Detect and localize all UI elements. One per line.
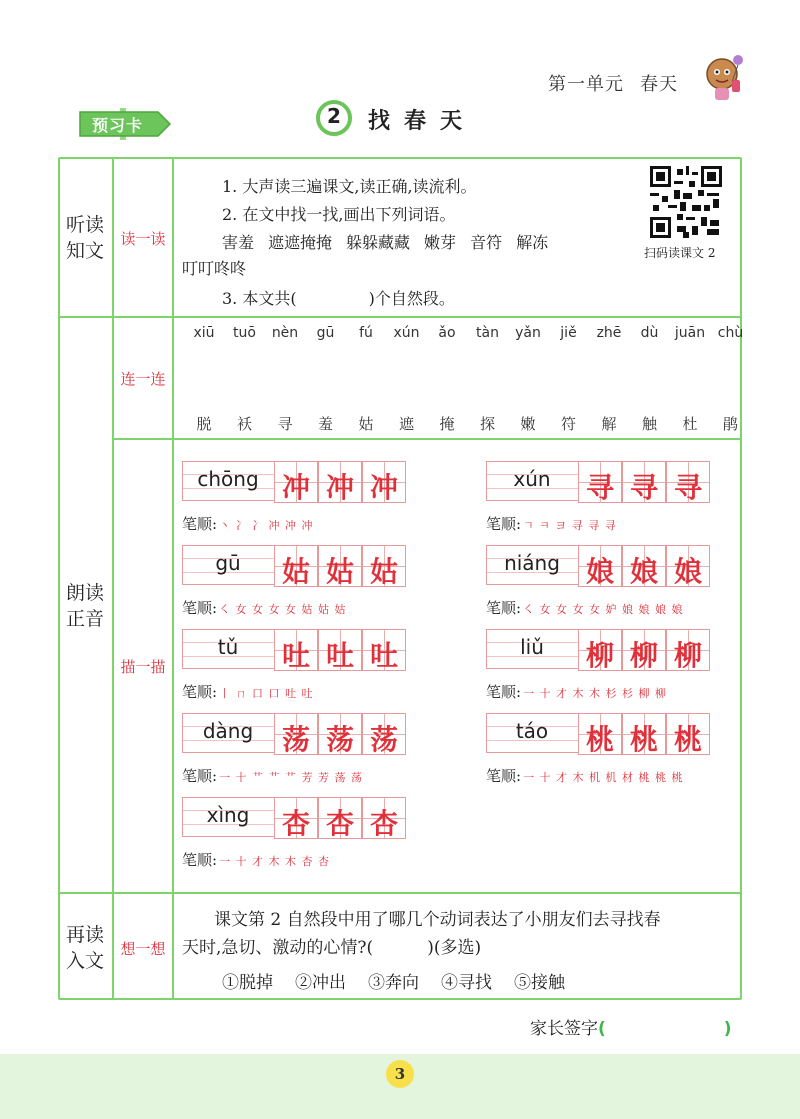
label-line: 正音 (65, 608, 104, 630)
stroke-order (182, 513, 314, 534)
stroke-sequence: 一 十 才 木 木 杏 杏 (219, 855, 331, 868)
tracing-cell[interactable] (318, 797, 362, 839)
pinyin-item[interactable]: zhē (596, 325, 622, 341)
stroke-sequence: ㇛ 女 女 女 女 妒 娘 娘 娘 娘 (523, 603, 684, 616)
pinyin-item[interactable]: xún (393, 325, 420, 341)
unit-theme: 春天 (640, 74, 678, 95)
hanzi-item[interactable]: 姑 (358, 415, 374, 433)
instruction-1: 1. 大声读三遍课文,读正确,读流利。 (222, 177, 477, 196)
tracing-cell[interactable] (274, 797, 318, 839)
tracing-cell[interactable] (666, 629, 710, 671)
tracing-card (486, 629, 714, 672)
stroke-sequence: 一 十 才 木 木 杉 杉 柳 柳 (523, 687, 668, 700)
hanzi-item[interactable]: 遮 (398, 415, 414, 433)
label-line: 知文 (65, 240, 104, 262)
tracing-cell[interactable] (362, 713, 406, 755)
trace-char: 冲 (325, 471, 354, 504)
tracing-cell[interactable] (318, 629, 362, 671)
pinyin-item[interactable]: ǎo (438, 325, 456, 341)
trace-char: 寻 (629, 471, 658, 504)
column-divider (172, 158, 174, 999)
tracing-card (486, 545, 714, 588)
stroke-order-label: 笔顺: (182, 851, 218, 869)
char-pinyin: tǔ (217, 635, 239, 659)
activity-connect: 连一连 (120, 370, 166, 388)
tracing-cell[interactable] (622, 461, 666, 503)
parent-signature (530, 1014, 732, 1039)
instruction-3-post: )个自然段。 (368, 289, 455, 308)
tracing-cell[interactable] (362, 629, 406, 671)
pinyin-item[interactable]: jiě (560, 325, 577, 341)
char-pinyin: liǔ (520, 635, 544, 659)
tracing-cell[interactable] (666, 461, 710, 503)
tracing-cell[interactable] (666, 545, 710, 587)
tracing-cell[interactable] (274, 461, 318, 503)
stroke-sequence: 一 十 才 木 机 机 材 桃 桃 桃 (523, 771, 684, 784)
hanzi-item[interactable]: 脱 (196, 415, 212, 433)
tracing-cell[interactable] (666, 713, 710, 755)
stroke-sequence: ㇛ 女 女 女 女 姑 姑 姑 (219, 603, 347, 616)
word-list-cont: 叮叮咚咚 (182, 259, 247, 278)
trace-char: 冲 (281, 471, 310, 504)
tracing-cell[interactable] (318, 461, 362, 503)
label-line: 听读 (65, 214, 104, 236)
tracing-cell[interactable] (622, 713, 666, 755)
trace-char: 桃 (585, 723, 614, 756)
tracing-card (182, 461, 410, 504)
trace-char: 桃 (673, 723, 702, 756)
word: 嫩芽 (424, 233, 457, 252)
hanzi-item[interactable]: 鹃 (722, 415, 738, 433)
char-pinyin: xìng (206, 803, 250, 827)
stroke-order (486, 597, 684, 618)
tracing-cell[interactable] (622, 629, 666, 671)
lesson-title: 找春天 (368, 108, 477, 134)
label-line: 再读 (65, 924, 104, 946)
char-pinyin: chōng (197, 467, 259, 491)
trace-char: 吐 (369, 639, 398, 672)
lesson-number: 2 (327, 104, 341, 128)
tracing-cell[interactable] (318, 545, 362, 587)
tracing-cell[interactable] (622, 545, 666, 587)
signature-close: ) (723, 1019, 732, 1039)
stroke-order-label: 笔顺: (486, 599, 522, 617)
trace-char: 杏 (325, 807, 354, 840)
trace-char: 杏 (369, 807, 398, 840)
pinyin-item[interactable]: tàn (476, 325, 499, 341)
trace-char: 姑 (281, 555, 310, 588)
qr-caption: 扫码读课文 2 (644, 246, 716, 260)
page-number: 3 (386, 1060, 414, 1088)
stroke-order (486, 765, 684, 786)
activity-read: 读一读 (120, 230, 166, 248)
question-line-2: 天时,急切、激动的心情?( )(多选) (182, 938, 482, 958)
pinyin-item[interactable]: yǎn (515, 325, 541, 341)
char-pinyin: xún (513, 467, 551, 491)
stroke-order (182, 765, 363, 786)
tracing-card (182, 629, 410, 672)
pinyin-item[interactable]: xiū (193, 325, 215, 341)
word: 害羞 (222, 233, 255, 252)
column-divider (112, 158, 114, 999)
tracing-cell[interactable] (578, 461, 622, 503)
tracing-cell[interactable] (362, 797, 406, 839)
stroke-order (486, 513, 617, 534)
qr-code-icon[interactable] (650, 166, 722, 238)
char-pinyin: dàng (202, 719, 254, 743)
hanzi-item[interactable]: 符 (560, 415, 576, 433)
trace-char: 姑 (325, 555, 354, 588)
section-read-aloud-label (57, 580, 113, 632)
hanzi-item[interactable]: 解 (601, 415, 617, 433)
hanzi-item[interactable]: 袄 (236, 415, 252, 433)
activity-trace: 描一描 (120, 658, 166, 676)
trace-char: 荡 (325, 723, 354, 756)
pinyin-item[interactable]: nèn (271, 325, 299, 341)
trace-char: 杏 (281, 807, 310, 840)
instruction-2: 2. 在文中找一找,画出下列词语。 (222, 205, 456, 224)
activity-think: 想一想 (120, 940, 166, 958)
pinyin-item[interactable]: juān (674, 325, 706, 341)
tracing-card (182, 545, 410, 588)
tracing-cell[interactable] (362, 461, 406, 503)
pinyin-item[interactable]: fú (359, 325, 373, 341)
stroke-order (182, 681, 314, 702)
option[interactable]: ②冲出 (295, 973, 346, 993)
hanzi-item[interactable]: 寻 (277, 415, 293, 433)
section-listen-read-label (57, 212, 113, 264)
pinyin-item[interactable]: tuō (233, 325, 256, 341)
char-pinyin: táo (515, 719, 549, 743)
question-line-1: 课文第 2 自然段中用了哪几个动词表达了小朋友们去寻找春 (214, 910, 661, 930)
section-reread-label (57, 922, 113, 974)
option[interactable]: ⑤接触 (514, 973, 565, 993)
trace-char: 桃 (629, 723, 658, 756)
stroke-order-label: 笔顺: (182, 599, 218, 617)
stroke-order-label: 笔顺: (182, 767, 218, 785)
tag-label: 预习卡 (92, 116, 144, 135)
trace-char: 娘 (673, 555, 702, 588)
signature-open: ( (598, 1019, 606, 1039)
tracing-card (182, 713, 410, 756)
trace-char: 吐 (325, 639, 354, 672)
option[interactable]: ①脱掉 (222, 973, 273, 993)
stroke-order (182, 849, 330, 870)
word-list (222, 230, 548, 253)
stroke-order (486, 681, 667, 702)
tracing-cell[interactable] (318, 713, 362, 755)
hanzi-item[interactable]: 嫩 (520, 415, 536, 433)
trace-char: 寻 (673, 471, 702, 504)
stroke-order (182, 597, 347, 618)
option[interactable]: ③奔向 (368, 973, 419, 993)
unit-header (548, 70, 678, 96)
stroke-sequence: 丶 冫 冫 冲 冲 冲 (219, 519, 314, 532)
stroke-order-label: 笔顺: (486, 767, 522, 785)
pinyin-item[interactable]: gū (316, 325, 335, 341)
word: 音符 (470, 233, 503, 252)
instruction-3-pre: 3. 本文共( (222, 289, 297, 308)
trace-char: 柳 (629, 639, 658, 672)
word: 遮遮掩掩 (268, 233, 333, 252)
trace-char: 荡 (281, 723, 310, 756)
pinyin-item[interactable]: dù (640, 325, 659, 341)
tracing-cell[interactable] (578, 629, 622, 671)
tracing-cell[interactable] (274, 629, 318, 671)
tracing-cell[interactable] (362, 545, 406, 587)
trace-char: 娘 (629, 555, 658, 588)
trace-char: 柳 (585, 639, 614, 672)
hanzi-item[interactable]: 杜 (682, 415, 698, 433)
pinyin-item[interactable]: chù (717, 325, 744, 341)
stroke-order-label: 笔顺: (486, 515, 522, 533)
row-divider (112, 438, 742, 440)
word: 解冻 (516, 233, 549, 252)
instruction-3 (222, 286, 455, 309)
option[interactable]: ④寻找 (441, 973, 492, 993)
stroke-sequence: 丨 ㄇ 口 口 吐 吐 (219, 687, 314, 700)
trace-char: 姑 (369, 555, 398, 588)
trace-char: 吐 (281, 639, 310, 672)
char-pinyin: niáng (504, 551, 560, 575)
hanzi-item[interactable]: 羞 (317, 415, 333, 433)
row-divider (58, 316, 742, 318)
tracing-card (486, 713, 714, 756)
stroke-order-label: 笔顺: (182, 515, 218, 533)
label-line: 入文 (65, 950, 104, 972)
stroke-order-label: 笔顺: (182, 683, 218, 701)
char-pinyin: gū (215, 551, 241, 575)
stroke-order-label: 笔顺: (486, 683, 522, 701)
tracing-cell[interactable] (578, 713, 622, 755)
hanzi-item[interactable]: 掩 (439, 415, 455, 433)
signature-label: 家长签字 (530, 1019, 598, 1039)
tracing-card (182, 797, 410, 840)
trace-char: 柳 (673, 639, 702, 672)
word: 躲躲藏藏 (346, 233, 411, 252)
trace-char: 荡 (369, 723, 398, 756)
trace-char: 娘 (585, 555, 614, 588)
tracing-cell[interactable] (274, 545, 318, 587)
tracing-cell[interactable] (274, 713, 318, 755)
answer-options (222, 968, 565, 993)
trace-char: 寻 (585, 471, 614, 504)
tracing-card (486, 461, 714, 504)
unit-label: 第一单元 (548, 74, 624, 95)
trace-char: 冲 (369, 471, 398, 504)
hanzi-item[interactable]: 探 (479, 415, 495, 433)
label-line: 朗读 (65, 582, 104, 604)
row-divider (58, 892, 742, 894)
stroke-sequence: ㄱ ㅋ ヨ 寻 寻 寻 (523, 519, 617, 532)
hanzi-item[interactable]: 触 (641, 415, 657, 433)
mascot-icon (700, 52, 746, 104)
tracing-cell[interactable] (578, 545, 622, 587)
stroke-sequence: 一 十 艹 艹 艹 芳 芳 荡 荡 (219, 771, 364, 784)
